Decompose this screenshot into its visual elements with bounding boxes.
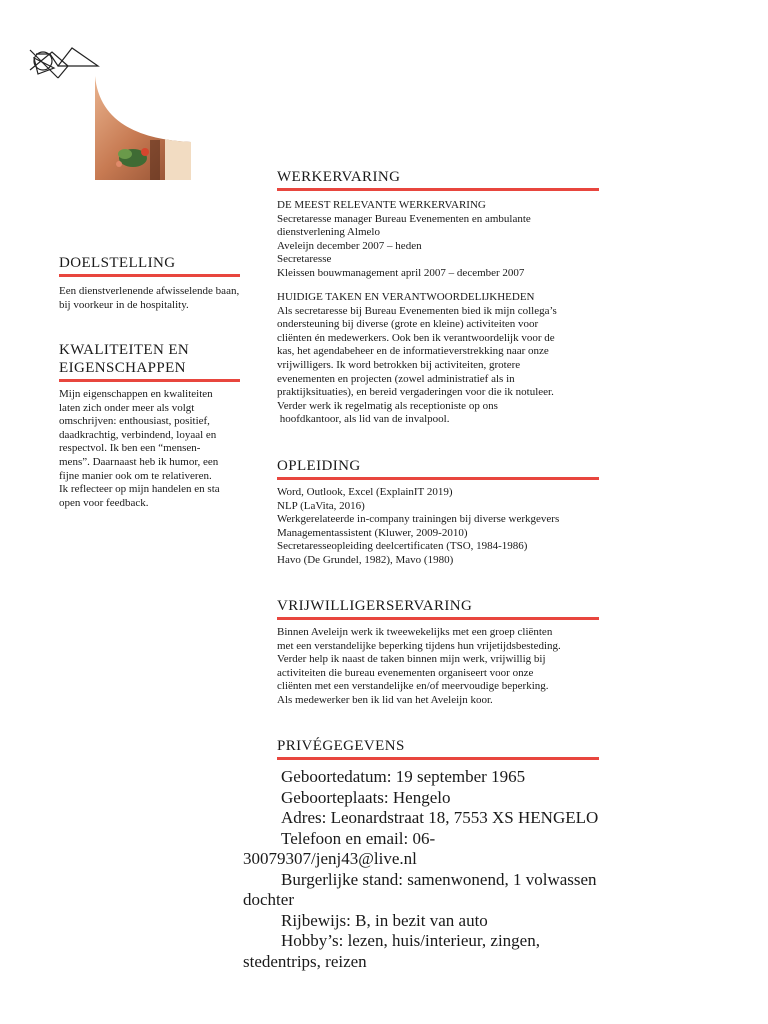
volunteer-text	[277, 626, 599, 708]
volunteer-line: cliënten met een verstandelijke en/of meervoudige beperking.	[277, 680, 549, 693]
personal-row: Geboorteplaats: Hengelo	[281, 787, 451, 807]
personal-row: Burgerlijke stand: samenwonend, 1 volwassen dochter	[243, 869, 597, 909]
experience-heading: WERKERVARING	[277, 168, 599, 191]
volunteer-line: Als medewerker ben ik lid van het Aveleijn koor.	[277, 693, 493, 706]
volunteer-heading: VRIJWILLIGERSERVARING	[277, 597, 599, 620]
tasks-line: evenementen en projecten (zowel administratief als in	[277, 372, 515, 385]
qualities-line: Ik reflecteer op mijn handelen en sta	[59, 483, 220, 496]
personal-row: Adres: Leonardstraat 18, 7553 XS HENGELO	[281, 808, 599, 827]
volunteer-line: activiteiten die bureau evenementen organiseert voor onze	[277, 666, 534, 679]
education-item: Secretaresseopleiding deelcertificaten (TSO, 1984-1986)	[277, 540, 528, 553]
qualities-line: laten zich onder meer als volgt	[59, 401, 195, 414]
education-item: Managementassistent (Kluwer, 2009-2010)	[277, 526, 468, 539]
profile-photo	[95, 76, 191, 180]
experience-line: Secretaresse manager Bureau Evenementen en ambulante	[277, 212, 531, 225]
experience-line: Kleissen bouwmanagement april 2007 – december 2007	[277, 266, 525, 279]
education-item: Word, Outlook, Excel (ExplainIT 2019)	[277, 486, 453, 498]
volunteer-line: Verder help ik naast de taken binnen mijn werk, vrijwillig bij	[277, 653, 546, 666]
tasks-line: Als secretaresse bij Bureau Evenementen bied ik mijn collega’s	[277, 304, 557, 317]
qualities-line: respectvol. Ik ben een “mensen-	[59, 442, 201, 455]
qualities-line: open voor feedback.	[59, 496, 149, 509]
tasks-line: Verder werk ik regelmatig als receptioniste op ons	[277, 399, 498, 412]
qualities-line: Mijn eigenschappen en kwaliteiten	[59, 388, 213, 400]
tasks-line: praktijksituaties), en bereid vergaderingen voor die ik notuleer.	[277, 386, 554, 399]
experience-tasks	[277, 291, 599, 427]
personal-row: Telefoon en email: 06-30079307/jenj43@live.nl	[243, 828, 436, 868]
personal-row: Geboortedatum: 19 september 1965	[281, 767, 526, 786]
experience-relevant-title: DE MEEST RELEVANTE WERKERVARING	[277, 199, 486, 211]
education-item: Werkgerelateerde in-company trainingen bij diverse werkgevers	[277, 513, 560, 526]
objective-heading: DOELSTELLING	[59, 254, 240, 277]
qualities-line: omschrijven: enthousiast, positief,	[59, 415, 210, 428]
education-list	[277, 486, 599, 568]
personal-details	[243, 767, 603, 972]
tasks-line: cliënten én medewerkers. Ook ben ik verantwoordelijk voor de	[277, 331, 555, 344]
volunteer-line: Binnen Aveleijn werk ik tweewekelijks met een groep cliënten	[277, 626, 553, 638]
qualities-heading	[59, 341, 240, 382]
education-heading: OPLEIDING	[277, 457, 599, 480]
objective-text: Een dienstverlenende afwisselende baan, bij voorkeur in de hospitality.	[59, 285, 240, 311]
qualities-heading-line: KWALITEITEN EN	[59, 342, 190, 358]
qualities-text	[59, 388, 240, 510]
education-item: NLP (LaVita, 2016)	[277, 499, 365, 512]
tasks-line: ondersteuning bij diverse (grote en kleine) activiteiten voor	[277, 318, 539, 331]
tasks-line: vrijwilligers. Ik word betrokken bij activiteiten, grotere	[277, 358, 521, 371]
qualities-line: mens”. Daarnaast heb ik humor, een	[59, 455, 219, 468]
experience-line: Secretaresse	[277, 253, 332, 266]
experience-tasks-title: HUIDIGE TAKEN EN VERANTWOORDELIJKHEDEN	[277, 291, 535, 303]
experience-line: Aveleijn december 2007 – heden	[277, 239, 422, 252]
education-item: Havo (De Grundel, 1982), Mavo (1980)	[277, 553, 454, 566]
qualities-heading-line: EIGENSCHAPPEN	[59, 360, 186, 376]
volunteer-line: met een verstandelijke beperking tijdens hun vrijetijdsbesteding.	[277, 639, 561, 652]
personal-row: Rijbewijs: B, in bezit van auto	[281, 910, 488, 930]
experience-line: dienstverlening Almelo	[277, 226, 380, 239]
personal-heading: PRIVÉGEGEVENS	[277, 737, 599, 760]
logo-icon	[28, 44, 100, 88]
tasks-line: hoofdkantoor, als lid van de invalpool.	[277, 413, 450, 426]
qualities-line: daadkrachtig, verbindend, loyaal en	[59, 428, 217, 441]
qualities-line: fijne manier ook om te relativeren.	[59, 469, 212, 482]
personal-row: Hobby’s: lezen, huis/interieur, zingen, stedentrips, reizen	[243, 931, 540, 971]
experience-relevant	[277, 199, 599, 281]
tasks-line: kas, het agendabeheer en de informatieverstrekking naar onze	[277, 345, 549, 358]
